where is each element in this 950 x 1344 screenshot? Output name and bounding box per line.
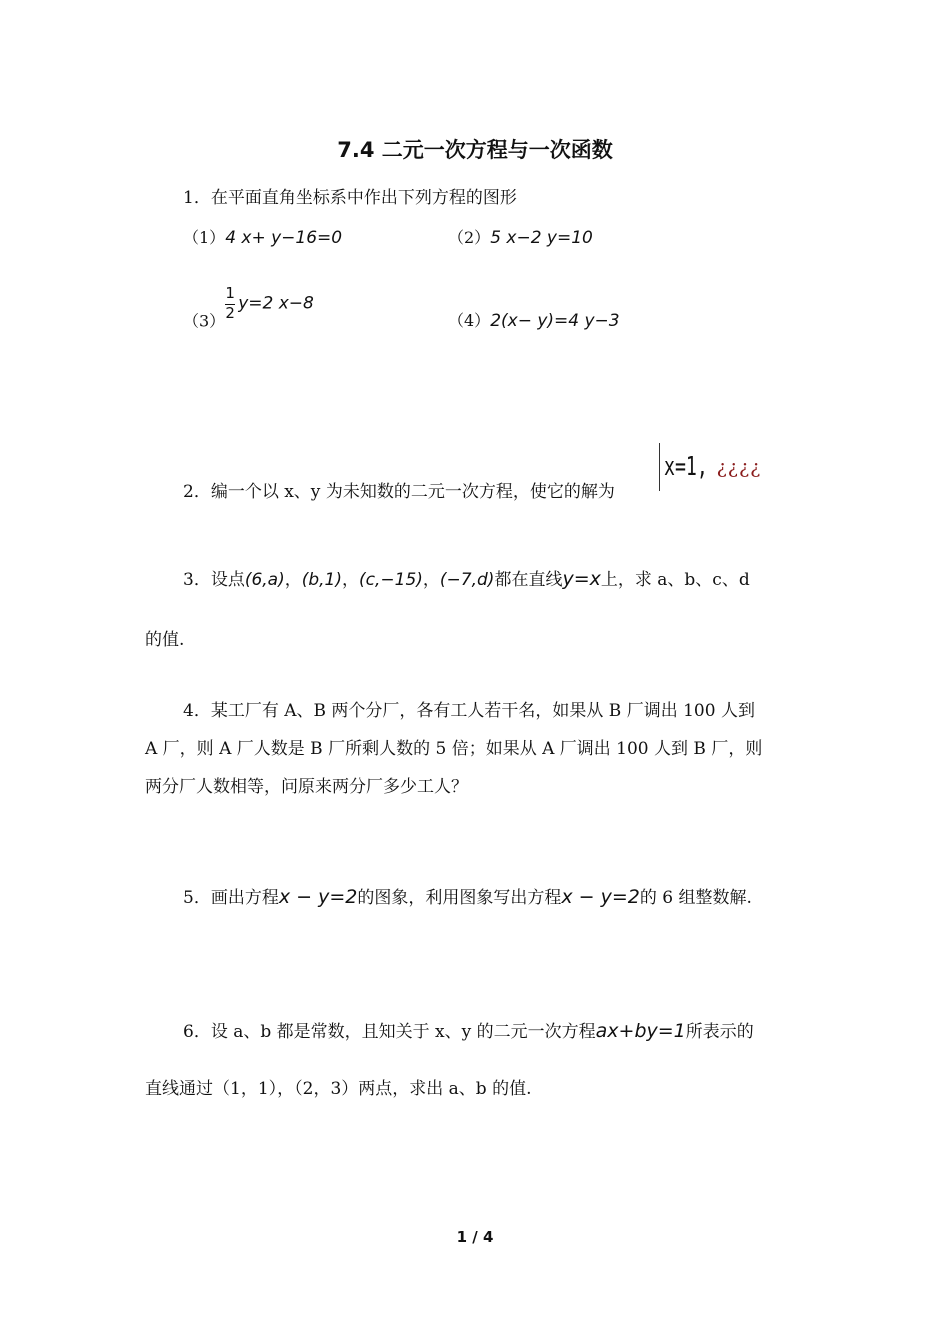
q3-separator: ， — [284, 570, 302, 590]
page-number: 1 / 4 — [456, 1228, 494, 1246]
question-5-text — [183, 888, 752, 907]
q1-item-2 — [448, 230, 593, 247]
question-2-text: 2．编一个以 x、y 为未知数的二元一次方程，使它的解为 — [183, 482, 615, 502]
q1-item-3-fraction — [225, 286, 235, 322]
q2-garbled-chars: ¿¿¿¿ — [716, 456, 762, 478]
q1-item-4-label: （4） — [448, 311, 491, 330]
q3-mid: 都在直线 — [494, 570, 563, 590]
q5-equation-1: x − y=2 — [278, 886, 358, 908]
q3-separator: ， — [422, 570, 440, 590]
question-1-text: 1．在平面直角坐标系中作出下列方程的图形 — [183, 188, 517, 208]
q2-solution-value: x=1, — [664, 452, 708, 482]
q5-mid: 的图象，利用图象写出方程 — [357, 888, 562, 908]
page-title: 7.4 二元一次方程与一次函数 — [337, 138, 613, 162]
q1-item-1 — [183, 230, 342, 247]
q1-item-4 — [448, 313, 620, 330]
q5-suffix: 的 6 组整数解. — [639, 888, 752, 908]
q1-item-3 — [183, 286, 314, 329]
q1-item-4-expr: 2(x− y)=4 y−3 — [490, 311, 620, 331]
question-3-line-2: 的值. — [145, 630, 185, 650]
q3-point-3: (c,−15) — [359, 570, 423, 590]
q1-item-3-expr: y=2 x−8 — [238, 293, 314, 314]
q6-equation: ax+by=1 — [595, 1020, 686, 1042]
q1-item-3-label: （3） — [183, 311, 226, 331]
q1-item-1-label: （1） — [183, 228, 226, 247]
q3-prefix: 3．设点 — [183, 570, 245, 590]
q1-item-1-expr: 4 x+ y−16=0 — [225, 228, 343, 248]
q2-solution-brace — [659, 443, 761, 491]
q3-point-2: (b,1) — [301, 570, 343, 590]
q3-suffix: 上，求 a、b、c、d — [600, 570, 750, 590]
q5-prefix: 5．画出方程 — [183, 888, 279, 908]
question-4-line-2: A 厂，则 A 厂人数是 B 厂所剩人数的 5 倍；如果从 A 厂调出 100 人到 B 厂，则 — [145, 739, 763, 759]
q6-prefix: 6．设 a、b 都是常数，且知关于 x、y 的二元一次方程 — [183, 1022, 596, 1042]
q1-item-2-label: （2） — [448, 228, 491, 247]
q5-equation-2: x − y=2 — [561, 886, 640, 908]
question-4-line-1: 4．某工厂有 A、B 两个分厂，各有工人若干名，如果从 B 厂调出 100 人到 — [183, 701, 755, 721]
question-6-text — [183, 1022, 754, 1041]
q2-solution-box — [659, 443, 761, 491]
fraction-numerator: 1 — [225, 284, 235, 302]
fraction-denominator: 2 — [225, 303, 235, 322]
q3-point-1: (6,a) — [244, 570, 285, 590]
q3-separator: ， — [342, 570, 360, 590]
question-6-line-2: 直线通过（1，1），（2，3）两点，求出 a、b 的值. — [145, 1079, 532, 1099]
question-4-line-3: 两分厂人数相等，问原来两分厂多少工人？ — [145, 777, 468, 797]
q3-point-4: (−7,d) — [439, 570, 495, 590]
question-3-text — [183, 570, 750, 589]
q6-suffix: 所表示的 — [685, 1022, 754, 1042]
q3-line-eq: y=x — [562, 568, 601, 590]
q1-item-2-expr: 5 x−2 y=10 — [490, 228, 593, 248]
